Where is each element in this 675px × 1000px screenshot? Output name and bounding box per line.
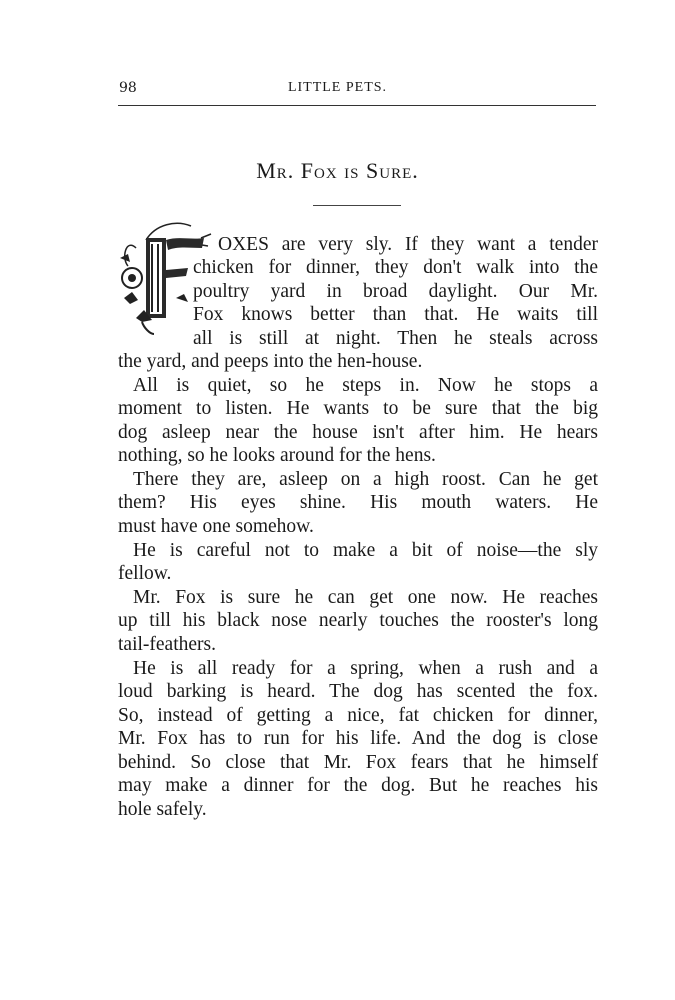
text-line: up till his black nose nearly touches the rooster's long	[118, 610, 598, 631]
text-line: dog asleep near the house isn't after him. He hears	[118, 422, 598, 443]
text-line: He is all ready for a spring, when a rush and a	[133, 658, 598, 679]
text-line: may make a dinner for the dog. But he reaches his	[118, 775, 598, 796]
text-line: loud barking is heard. The dog has scented the fox.	[118, 681, 598, 702]
text-line: poultry yard in broad daylight. Our Mr.	[193, 281, 598, 302]
text-line: must have one somehow.	[118, 516, 314, 537]
chapter-title: Mr. Fox is Sure.	[256, 158, 419, 183]
text-line: He is careful not to make a bit of noise—the sly	[133, 540, 598, 561]
text-line: chicken for dinner, they don't walk into the	[193, 257, 598, 278]
text-line: moment to listen. He wants to be sure that the big	[118, 398, 598, 419]
text-line: all is still at night. Then he steals across	[193, 328, 598, 349]
title-rule	[313, 205, 401, 206]
page-number: 98	[119, 80, 137, 96]
text-line: the yard, and peeps into the hen-house.	[118, 351, 423, 372]
text-line: OXES are very sly. If they want a tender	[218, 234, 598, 255]
text-line: fellow.	[118, 563, 172, 584]
text-line: hole safely.	[118, 799, 207, 820]
text-line: them? His eyes shine. His mouth waters. He	[118, 492, 598, 513]
text-line: behind. So close that Mr. Fox fears that he himself	[118, 752, 598, 773]
running-title: LITTLE PETS.	[287, 80, 388, 95]
text-line: There they are, asleep on a high roost. Can he get	[133, 469, 598, 490]
text-line: All is quiet, so he steps in. Now he stops a	[133, 375, 598, 396]
text-line: Fox knows better than that. He waits till	[193, 304, 598, 325]
text-line: Mr. Fox has to run for his life. And the dog is close	[118, 728, 598, 749]
text-line: nothing, so he looks around for the hens.	[118, 445, 436, 466]
text-line: Mr. Fox is sure he can get one now. He reaches	[133, 587, 598, 608]
svg-text:F: F	[156, 280, 157, 281]
header-rule	[118, 105, 596, 106]
text-line: tail-feathers.	[118, 634, 216, 655]
text-line: So, instead of getting a nice, fat chicken for dinner,	[118, 705, 598, 726]
